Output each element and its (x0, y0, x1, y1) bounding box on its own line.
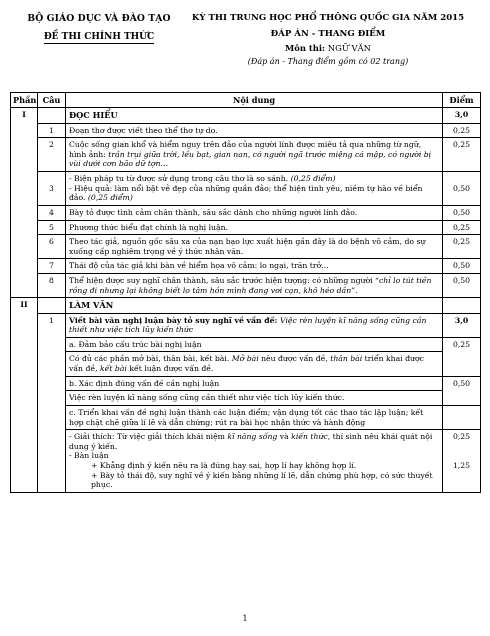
exam-title: KỲ THI TRUNG HỌC PHỔ THÔNG QUỐC GIA NĂM 2015 (191, 13, 465, 23)
subject-label: Môn thi: (285, 43, 326, 53)
part1-score: 3,0 (443, 108, 481, 123)
criterion-b-desc: Việc rèn luyện kĩ năng sống cũng cần thiết như việc tích lũy kiến thức. (66, 391, 443, 406)
question-number: 1 (38, 313, 66, 492)
header-part: Phần (11, 93, 38, 108)
part2-title: LÀM VĂN (66, 298, 443, 313)
header-question: Câu (38, 93, 66, 108)
subject-name: NGỮ VĂN (327, 43, 371, 53)
answer-text: - Biện pháp tu từ được sử dụng trong câu thơ là so sánh. (0,25 điểm) - Hiệu quả: làm nổi bật vẻ đẹp của những quần đảo; thể hiện tình yêu, niềm tự hào về biển đảo. (0,25 điểm) (66, 172, 443, 206)
header-left (14, 13, 184, 44)
essay-score: 3,0 (443, 313, 481, 337)
table-row: 7 Thái độ của tác giả khi bàn về hiểm họa vô cảm: lo ngại, trăn trở… 0,50 (11, 259, 481, 274)
header-score: Điểm (443, 93, 481, 108)
table-row: 8 Thể hiện được suy nghĩ chân thành, sâu sắc trước hiện tượng: có những người “chỉ lo tút tiền rồng đi nhưng lại không biết lo tâm hồn mình đang vơi cạn, khô héo dần”. 0,50 (11, 274, 481, 298)
table-row: 4 Bày tỏ được tình cảm chân thành, sâu sắc dành cho những người lính đảo. 0,50 (11, 205, 481, 220)
table-row (11, 430, 481, 493)
table-row: 1 Đoạn thơ được viết theo thể thơ tự do. 0,25 (11, 123, 481, 138)
explanation-score: 0,25 (452, 432, 471, 442)
table-row (11, 405, 481, 429)
answer-table (10, 92, 481, 493)
table-row: 6 Theo tác giả, nguồn gốc sâu xa của nạn bạo lực xuất hiện gần đây là do bệnh vô cảm, do sự xuống cấp nghiêm trọng về ý thức nhân văn. 0,25 (11, 235, 481, 259)
part1-title-row (11, 108, 481, 123)
ministry-name: BỘ GIÁO DỤC VÀ ĐÀO TẠO (27, 13, 171, 24)
table-row: 3 - Biện pháp tu từ được sử dụng trong câu thơ là so sánh. (0,25 điểm) - Hiệu quả: làm nổi bật vẻ đẹp của những quần đảo; thể hiện tình yêu, niềm tự hào về biển đảo. (0,25 điểm) 0,50 (11, 172, 481, 206)
part1-title: ĐỌC HIỂU (66, 108, 443, 123)
part2-title-row (11, 298, 481, 313)
table-row: 5 Phương thức biểu đạt chính là nghị luận. 0,25 (11, 220, 481, 235)
table-row: b. Xác định đúng vấn đề cần nghị luận 0,50 (11, 376, 481, 391)
answer-key-title: ĐÁP ÁN - THANG ĐIỂM (270, 29, 386, 39)
table-row: 2 Cuộc sống gian khổ và hiểm nguy trên đảo của người lính được miêu tả qua những từ ngữ, hình ảnh: trần trụi giữa trời, lều bạt, gian nan, có người ngã trước miệng cá mập, có người bị vùi dưới cơn bão dữ tợn… 0,25 (11, 138, 481, 172)
criterion-a: a. Đảm bảo cấu trúc bài nghị luận (66, 337, 443, 352)
answer-text: Cuộc sống gian khổ và hiểm nguy trên đảo của người lính được miêu tả qua những từ ngữ, hình ảnh: trần trụi giữa trời, lều bạt, gian nan, có người ngã trước miệng cá mập, có người bị vùi dưới cơn bão dữ tợn… (66, 138, 443, 172)
header-content: Nội dung (66, 93, 443, 108)
page-number: 1 (242, 614, 248, 623)
table-row: a. Đảm bảo cấu trúc bài nghị luận 0,25 (11, 337, 481, 352)
criterion-a-desc: Có đủ các phần mở bài, thân bài, kết bài. Mở bài nêu được vấn đề, thân bài triển khai được vấn đề, kết bài kết luận được vấn đề. (66, 352, 443, 376)
table-header-row (11, 93, 481, 108)
answer-text: Bày tỏ được tình cảm chân thành, sâu sắc dành cho những người lính đảo. (66, 205, 443, 220)
page-count-note: (Đáp án - Thang điểm gồm có 02 trang) (247, 57, 409, 66)
essay-prompt: Viết bài văn nghị luận bày tỏ suy nghĩ về vấn đề: Việc rèn luyện kĩ năng sống cũng cần thiết như việc tích lũy kiến thức (66, 313, 443, 337)
criterion-c: c. Triển khai vấn đề nghị luận thành các luận điểm; vận dụng tốt các thao tác lập luận; kết hợp chặt chẽ giữa lí lẽ và dẫn chứng; rút ra bài học nhận thức và hành động (66, 405, 443, 429)
answer-text: Phương thức biểu đạt chính là nghị luận. (66, 220, 443, 235)
answer-text: Thái độ của tác giả khi bàn về hiểm họa vô cảm: lo ngại, trăn trở… (66, 259, 443, 274)
answer-text: Theo tác giả, nguồn gốc sâu xa của nạn bạo lực xuất hiện gần đây là do bệnh vô cảm, do sự xuống cấp nghiêm trọng về ý thức nhân văn. (66, 235, 443, 259)
subject-line (178, 43, 478, 53)
table-row (11, 352, 481, 376)
table-row (11, 313, 481, 337)
answer-text: Đoạn thơ được viết theo thể thơ tự do. (66, 123, 443, 138)
official-exam-label: ĐỀ THI CHÍNH THỨC (43, 32, 155, 42)
discussion-score: 1,25 (452, 461, 471, 470)
criterion-b: b. Xác định đúng vấn đề cần nghị luận (66, 376, 443, 391)
table-row (11, 391, 481, 406)
header-right (178, 13, 478, 66)
answer-text: Thể hiện được suy nghĩ chân thành, sâu sắc trước hiện tượng: có những người “chỉ lo tút tiền rồng đi nhưng lại không biết lo tâm hồn mình đang vơi cạn, khô héo dần”. (66, 274, 443, 298)
explanation: - Giải thích: Từ việc giải thích khái niệm kĩ năng sống và kiến thức, thí sinh nêu khái quát nội dung ý kiến. - Bàn luận + Khẳng định ý kiến nêu ra là đúng hay sai, hợp lí hay không hợp lí. + Bày tỏ thái độ, suy nghĩ về ý kiến bằng những lí lẽ, dẫn chứng phù hợp, có sức thuyết phục. (66, 430, 443, 493)
part2-number: II (11, 298, 38, 493)
part1-number: I (11, 108, 38, 298)
